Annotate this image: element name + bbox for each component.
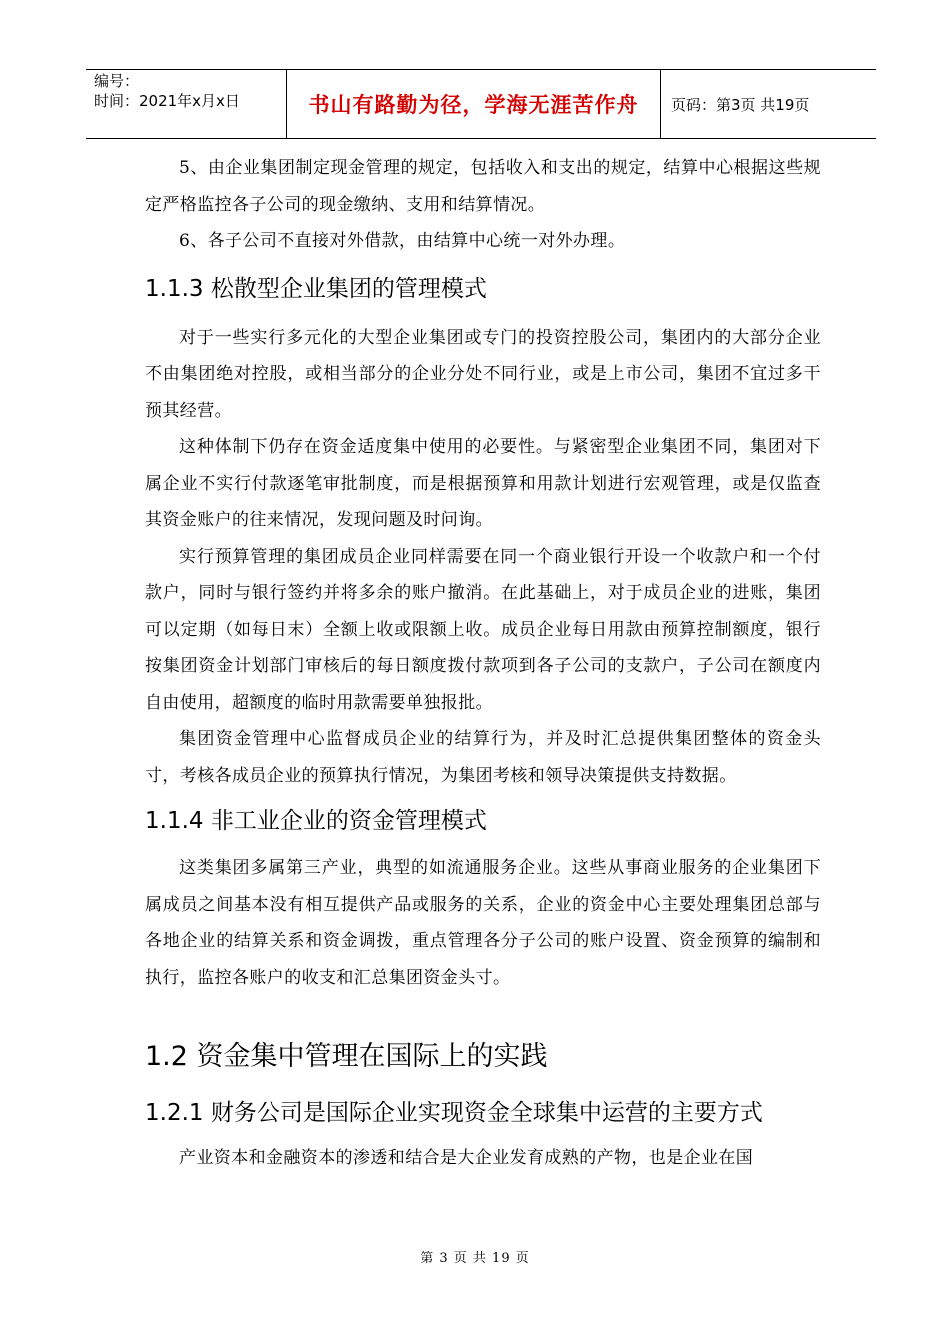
header-motto-cell — [287, 70, 661, 138]
paragraph: 这种体制下仍存在资金适度集中使用的必要性。与紧密型企业集团不同，集团对下属企业不实行付款逐笔审批制度，而是根据预算和用款计划进行宏观管理，或是仅监查其资金账户的往来情况，发现问题及时问询。 — [145, 437, 821, 530]
header-meta-cell — [86, 70, 287, 138]
page-header — [86, 69, 876, 139]
header-page-cell — [661, 70, 876, 138]
paragraph: 产业资本和金融资本的渗透和结合是大企业发育成熟的产物，也是企业在国 — [179, 1148, 754, 1168]
header-page-number: 页码：第3页 共19页 — [671, 95, 810, 114]
section-heading: 1.2 资金集中管理在国际上的实践 — [145, 1041, 548, 1072]
paragraph: 5、由企业集团制定现金管理的规定，包括收入和支出的规定，结算中心根据这些规定严格监控各子公司的现金缴纳、支用和结算情况。 — [145, 158, 821, 215]
paragraph: 实行预算管理的集团成员企业同样需要在同一个商业银行开设一个收款户和一个付款户，同时与银行签约并将多余的账户撤消。在此基础上，对于成员企业的进账，集团可以定期（如每日末）全额上收或限额上收。成员企业每日用款由预算控制额度，银行按集团资金计划部门审核后的每日额度拨付款项到各子公司的支款户，子公司在额度内自由使用，超额度的临时用款需要单独报批。 — [145, 546, 821, 713]
document-time-label: 时间：2021年x月x日 — [94, 92, 240, 110]
paragraph: 集团资金管理中心监督成员企业的结算行为，并及时汇总提供集团整体的资金头寸，考核各成员企业的预算执行情况，为集团考核和领导决策提供支持数据。 — [145, 729, 821, 786]
paragraph: 6、各子公司不直接对外借款，由结算中心统一对外办理。 — [179, 231, 626, 251]
document-body — [145, 150, 821, 1177]
subsection-heading: 1.1.3 松散型企业集团的管理模式 — [145, 275, 487, 302]
page-footer: 第 3 页 共 19 页 — [420, 1251, 530, 1266]
header-motto: 书山有路勤为径，学海无涯苦作舟 — [308, 93, 639, 117]
document-number-label: 编号： — [94, 72, 140, 90]
paragraph: 这类集团多属第三产业，典型的如流通服务企业。这些从事商业服务的企业集团下属成员之间基本没有相互提供产品或服务的关系，企业的资金中心主要处理集团总部与各地企业的结算关系和资金调拨，重点管理各分子公司的账户设置、资金预算的编制和执行，监控各账户的收支和汇总集团资金头寸。 — [145, 858, 821, 988]
subsection-heading: 1.2.1 财务公司是国际企业实现资金全球集中运营的主要方式 — [145, 1100, 763, 1126]
paragraph: 对于一些实行多元化的大型企业集团或专门的投资控股公司，集团内的大部分企业不由集团绝对控股，或相当部分的企业分处不同行业，或是上市公司，集团不宜过多干预其经营。 — [145, 327, 821, 421]
subsection-heading: 1.1.4 非工业企业的资金管理模式 — [145, 808, 487, 834]
